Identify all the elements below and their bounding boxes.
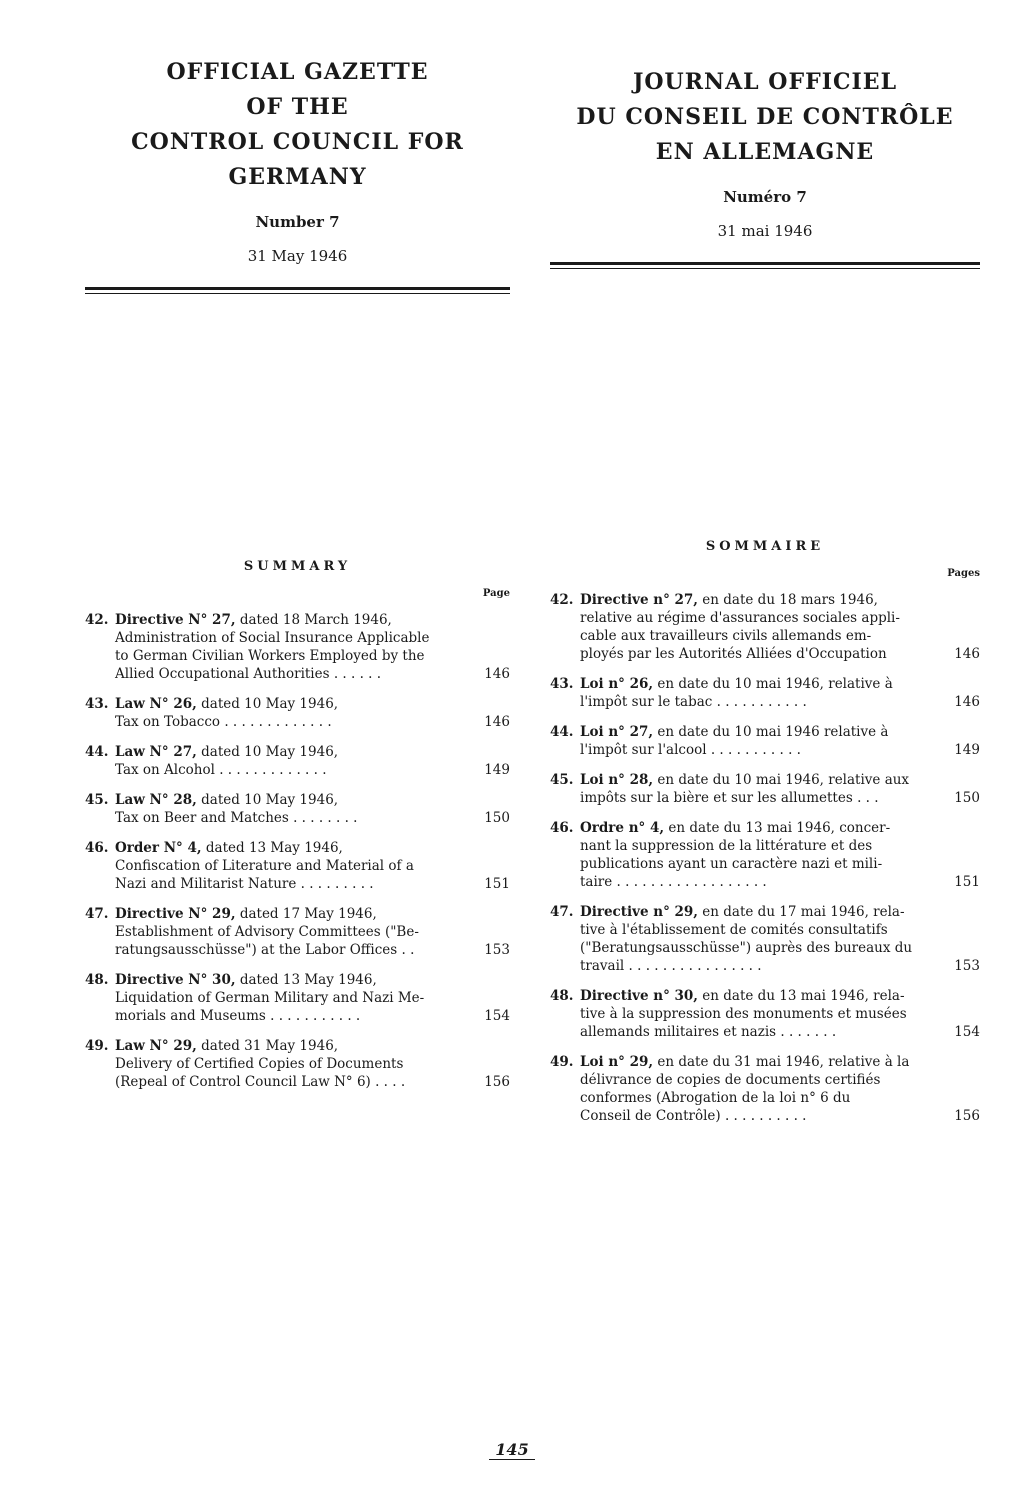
entry-heading (115, 971, 510, 989)
entry-line (115, 875, 510, 893)
entry-body (115, 971, 510, 1025)
entry-body (580, 591, 980, 663)
entry-line (115, 761, 510, 779)
entry-body (580, 675, 980, 711)
entry-description: Tax on Tobacco . . . . . . . . . . . . . (115, 714, 332, 730)
entry-body (580, 1053, 980, 1125)
summary-entry (550, 1053, 980, 1125)
entry-description: Administration of Social Insurance Applicable (115, 630, 430, 646)
entry-date: dated 13 May 1946, (235, 972, 377, 988)
entry-heading (580, 903, 980, 921)
masthead-line: OFFICIAL GAZETTE (166, 59, 429, 85)
entry-body (580, 771, 980, 807)
entry-description: tive à la suppression des monuments et musées (580, 1006, 907, 1022)
entry-body (115, 743, 510, 779)
summary-entry (85, 743, 510, 779)
entry-line (115, 1055, 510, 1073)
masthead-line: JOURNAL OFFICIEL (632, 69, 898, 95)
entry-line (580, 939, 980, 957)
entry-date: en date du 10 mai 1946, relative aux (653, 772, 910, 788)
entry-description: morials and Museums . . . . . . . . . . . (115, 1008, 361, 1024)
entry-line (115, 1007, 510, 1025)
entry-page-number: 146 (484, 666, 510, 682)
entry-description: Nazi and Militarist Nature . . . . . . . . . (115, 876, 374, 892)
entry-number: 44. (550, 724, 574, 740)
entry-body (580, 903, 980, 975)
entry-title: Ordre n° 4, (580, 820, 665, 836)
entry-page-number: 146 (954, 694, 980, 710)
entry-number: 49. (550, 1054, 574, 1070)
entry-description: l'impôt sur le tabac . . . . . . . . . . . (580, 694, 807, 710)
issue-number: Number 7 (255, 213, 340, 231)
summary-entry (85, 839, 510, 893)
entry-page-number: 153 (954, 958, 980, 974)
entry-date: dated 10 May 1946, (196, 696, 339, 712)
masthead-line: EN ALLEMAGNE (655, 139, 875, 165)
entry-heading (580, 591, 980, 609)
entry-date: dated 10 May 1946, (196, 744, 339, 760)
entry-date: en date du 13 mai 1946, rela- (698, 988, 905, 1004)
entry-heading (580, 771, 980, 789)
entry-number: 48. (85, 972, 109, 988)
entry-line (580, 1005, 980, 1023)
french-column (550, 0, 980, 1125)
entry-page-number: 149 (954, 742, 980, 758)
entry-line (580, 1089, 980, 1107)
entry-page-number: 150 (484, 810, 510, 826)
entry-number: 42. (85, 612, 109, 628)
english-column (85, 0, 510, 1091)
entry-heading (115, 611, 510, 629)
entry-description: impôts sur la bière et sur les allumettes . . . (580, 790, 879, 806)
entry-page-number: 154 (954, 1024, 980, 1040)
page-column-label: Pages (947, 568, 980, 579)
issue-date: 31 mai 1946 (717, 222, 813, 240)
entry-number: 46. (550, 820, 574, 836)
entry-number: 42. (550, 592, 574, 608)
entry-page-number: 151 (954, 874, 980, 890)
entry-body (580, 819, 980, 891)
entry-line (115, 941, 510, 959)
entry-line (580, 1023, 980, 1041)
summary-entry (550, 771, 980, 807)
entry-description: tive à l'établissement de comités consultatifs (580, 922, 888, 938)
entry-description: (Repeal of Control Council Law N° 6) . . . . (115, 1074, 406, 1090)
entry-title: Directive n° 27, (580, 592, 699, 608)
entry-heading (115, 695, 510, 713)
summary-entry (85, 611, 510, 683)
entry-description: ployés par les Autorités Alliées d'Occupation (580, 646, 887, 662)
summary-heading: SOMMAIRE (705, 539, 825, 554)
entry-page-number: 146 (954, 646, 980, 662)
entry-line (580, 789, 980, 807)
summary-entry (550, 591, 980, 663)
summary-entry (85, 905, 510, 959)
entry-body (580, 987, 980, 1041)
entry-title: Directive N° 29, (115, 906, 236, 922)
entry-description: Liquidation of German Military and Nazi Me- (115, 990, 425, 1006)
entry-number: 47. (550, 904, 574, 920)
entry-line (115, 989, 510, 1007)
french-masthead (550, 0, 980, 240)
entry-description: ("Beratungsausschüsse") auprès des bureaux du (580, 940, 913, 956)
entry-line (580, 627, 980, 645)
entry-title: Loi n° 27, (580, 724, 654, 740)
entry-line (115, 923, 510, 941)
entry-line (580, 837, 980, 855)
entry-date: en date du 17 mai 1946, rela- (698, 904, 905, 920)
entry-body (115, 611, 510, 683)
masthead-line: CONTROL COUNCIL FOR GERMANY (131, 129, 464, 190)
entry-line (580, 645, 980, 663)
entry-date: en date du 10 mai 1946 relative à (653, 724, 889, 740)
entry-line (580, 921, 980, 939)
summary-entry (85, 971, 510, 1025)
summary-entry (85, 695, 510, 731)
entry-heading (580, 987, 980, 1005)
entry-page-number: 156 (484, 1074, 510, 1090)
entry-line (580, 957, 980, 975)
entry-description: taire . . . . . . . . . . . . . . . . . . (580, 874, 767, 890)
entry-line (580, 741, 980, 759)
entry-description: conformes (Abrogation de la loi n° 6 du (580, 1090, 851, 1106)
entry-line (580, 693, 980, 711)
page-column-label: Page (482, 588, 510, 599)
entry-description: cable aux travailleurs civils allemands em- (580, 628, 872, 644)
entry-line (580, 1071, 980, 1089)
entry-page-number: 154 (484, 1008, 510, 1024)
entry-title: Loi n° 26, (580, 676, 654, 692)
entry-description: Tax on Beer and Matches . . . . . . . . (115, 810, 358, 826)
entry-title: Order N° 4, (115, 840, 202, 856)
entry-description: Delivery of Certified Copies of Documents (115, 1056, 404, 1072)
entry-description: travail . . . . . . . . . . . . . . . . (580, 958, 762, 974)
entry-page-number: 151 (484, 876, 510, 892)
summary-list (550, 591, 980, 1125)
entry-line (115, 647, 510, 665)
entry-date: dated 17 May 1946, (235, 906, 377, 922)
entry-description: allemands militaires et nazis . . . . . . . (580, 1024, 837, 1040)
entry-heading (115, 1037, 510, 1055)
entry-description: ratungsausschüsse") at the Labor Offices . . (115, 942, 415, 958)
summary-heading: SUMMARY (243, 559, 352, 574)
entry-number: 45. (550, 772, 574, 788)
entry-title: Directive N° 27, (115, 612, 236, 628)
issue-date: 31 May 1946 (247, 247, 348, 265)
entry-line (115, 1073, 510, 1091)
masthead-rule (550, 262, 980, 269)
entry-date: en date du 13 mai 1946, concer- (664, 820, 891, 836)
entry-line (115, 857, 510, 875)
entry-number: 44. (85, 744, 109, 760)
entry-body (115, 1037, 510, 1091)
entry-title: Law N° 28, (115, 792, 197, 808)
entry-heading (115, 839, 510, 857)
entry-body (115, 695, 510, 731)
entry-body (115, 905, 510, 959)
entry-description: nant la suppression de la littérature et des (580, 838, 873, 854)
entry-page-number: 156 (954, 1108, 980, 1124)
page-number (0, 1440, 1024, 1459)
entry-heading (115, 791, 510, 809)
entry-description: to German Civilian Workers Employed by the (115, 648, 425, 664)
entry-line (580, 609, 980, 627)
entry-description: l'impôt sur l'alcool . . . . . . . . . . . (580, 742, 801, 758)
entry-date: dated 31 May 1946, (196, 1038, 339, 1054)
entry-date: en date du 10 mai 1946, relative à (653, 676, 893, 692)
english-masthead (85, 0, 510, 265)
entry-title: Law N° 29, (115, 1038, 197, 1054)
entry-heading (580, 1053, 980, 1071)
entry-page-number: 153 (484, 942, 510, 958)
summary-entry (550, 903, 980, 975)
entry-description: Confiscation of Literature and Material of a (115, 858, 414, 874)
masthead-line: OF THE (246, 94, 349, 120)
entry-heading (580, 723, 980, 741)
entry-date: dated 18 March 1946, (235, 612, 392, 628)
entry-body (115, 839, 510, 893)
summary-entry (550, 723, 980, 759)
entry-number: 45. (85, 792, 109, 808)
page-number-text: 145 (489, 1440, 534, 1460)
entry-title: Directive N° 30, (115, 972, 236, 988)
entry-body (580, 723, 980, 759)
masthead-line: DU CONSEIL DE CONTRÔLE (576, 104, 954, 130)
entry-date: dated 10 May 1946, (196, 792, 339, 808)
entry-number: 48. (550, 988, 574, 1004)
entry-number: 43. (550, 676, 574, 692)
summary-list (85, 611, 510, 1091)
summary-entry (550, 675, 980, 711)
entry-line (580, 855, 980, 873)
summary-entry (550, 987, 980, 1041)
entry-page-number: 146 (484, 714, 510, 730)
entry-description: Conseil de Contrôle) . . . . . . . . . . (580, 1108, 807, 1124)
entry-body (115, 791, 510, 827)
entry-title: Loi n° 29, (580, 1054, 654, 1070)
entry-heading (580, 819, 980, 837)
entry-title: Loi n° 28, (580, 772, 654, 788)
entry-heading (115, 743, 510, 761)
entry-date: en date du 31 mai 1946, relative à la (653, 1054, 910, 1070)
entry-date: dated 13 May 1946, (201, 840, 343, 856)
summary-entry (85, 1037, 510, 1091)
entry-line (115, 629, 510, 647)
summary-entry (85, 791, 510, 827)
entry-line (115, 809, 510, 827)
masthead-rule (85, 287, 510, 294)
entry-line (115, 713, 510, 731)
entry-number: 49. (85, 1038, 109, 1054)
entry-description: Allied Occupational Authorities . . . . . . (115, 666, 382, 682)
entry-date: en date du 18 mars 1946, (698, 592, 878, 608)
entry-description: Establishment of Advisory Committees ("Be- (115, 924, 419, 940)
issue-number: Numéro 7 (723, 188, 807, 206)
entry-title: Directive n° 29, (580, 904, 699, 920)
entry-line (580, 873, 980, 891)
entry-description: Tax on Alcohol . . . . . . . . . . . . . (115, 762, 327, 778)
entry-title: Directive n° 30, (580, 988, 699, 1004)
entry-title: Law N° 26, (115, 696, 197, 712)
entry-description: relative au régime d'assurances sociales appli- (580, 610, 900, 626)
entry-page-number: 149 (484, 762, 510, 778)
entry-number: 43. (85, 696, 109, 712)
summary-entry (550, 819, 980, 891)
entry-number: 47. (85, 906, 109, 922)
entry-heading (115, 905, 510, 923)
entry-heading (580, 675, 980, 693)
entry-description: publications ayant un caractère nazi et mili- (580, 856, 883, 872)
entry-line (115, 665, 510, 683)
entry-page-number: 150 (954, 790, 980, 806)
entry-title: Law N° 27, (115, 744, 197, 760)
entry-line (580, 1107, 980, 1125)
entry-description: délivrance de copies de documents certifiés (580, 1072, 881, 1088)
entry-number: 46. (85, 840, 109, 856)
